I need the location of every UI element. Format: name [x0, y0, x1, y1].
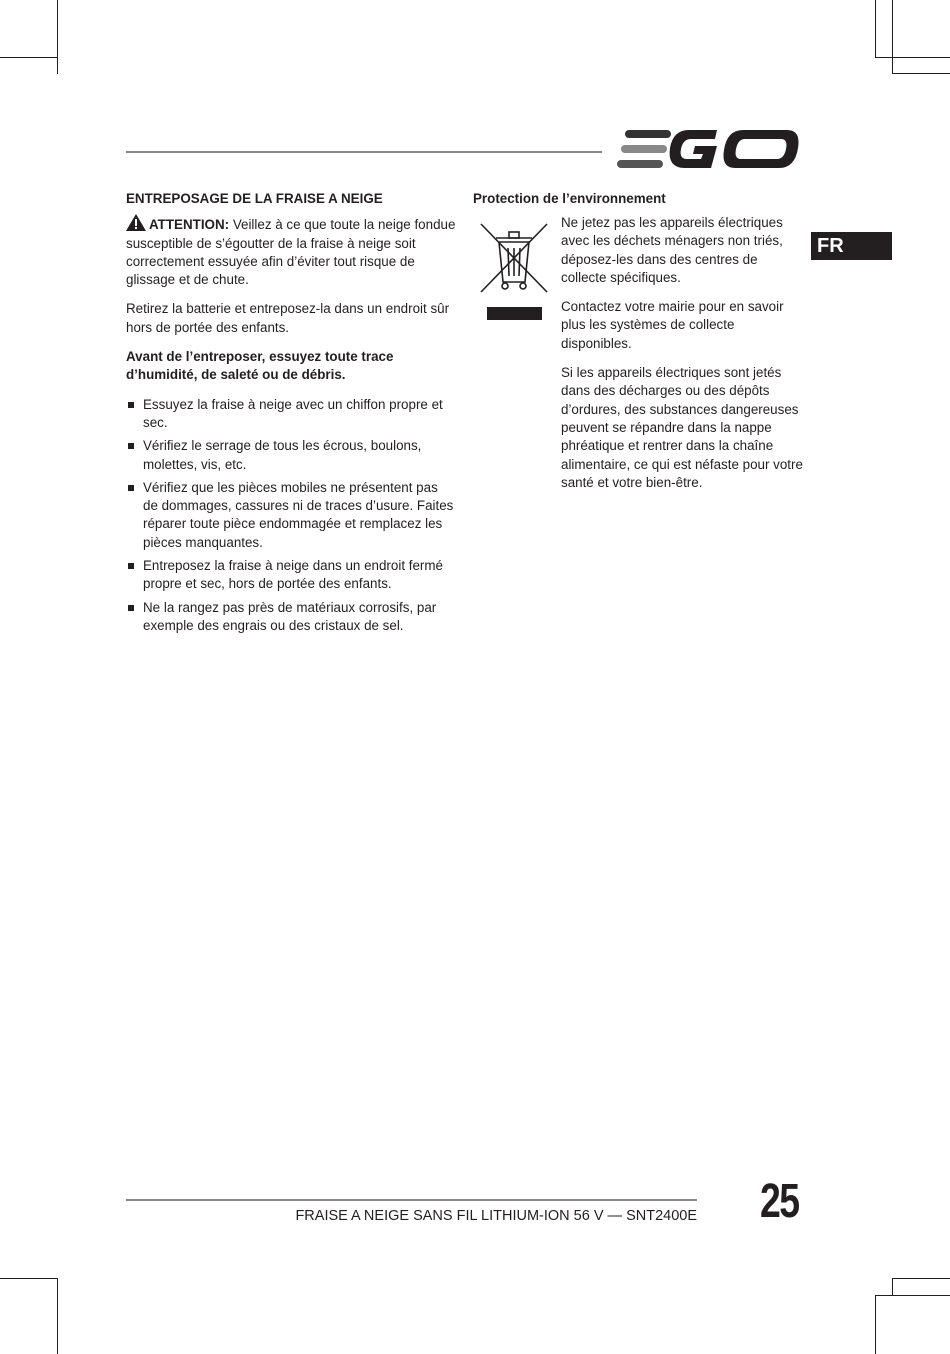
bullet-icon	[128, 402, 134, 408]
list-item: Vérifiez que les pièces mobiles ne présentent pas de dommages, cassures ni de traces d’usure. Faites réparer toute pièce endommagée et remplacez les pièces manquantes.	[126, 479, 456, 552]
bullet-icon	[128, 563, 134, 569]
page-number: 25	[760, 1175, 799, 1228]
crop-mark	[892, 1278, 893, 1296]
storage-section	[126, 190, 456, 640]
crop-mark	[0, 1278, 58, 1279]
crop-mark	[57, 1278, 58, 1354]
list-item: Essuyez la fraise à neige avec un chiffon propre et sec.	[126, 396, 456, 433]
crop-mark	[875, 57, 950, 58]
storage-title: ENTREPOSAGE DE LA FRAISE A NEIGE	[126, 191, 383, 206]
attention-paragraph	[126, 214, 456, 289]
bullet-icon	[128, 605, 134, 611]
crop-mark	[0, 57, 58, 58]
crop-mark	[875, 0, 876, 58]
environment-section	[561, 214, 806, 503]
language-tab: FR	[811, 232, 892, 260]
environment-paragraph: Contactez votre mairie pour en savoir plus les systèmes de collecte disponibles.	[561, 299, 784, 351]
footer-rule	[126, 1199, 697, 1201]
bullet-icon	[128, 485, 134, 491]
before-storage-paragraph: Avant de l’entreposer, essuyez toute trace d’humidité, de saleté ou de débris.	[126, 349, 394, 383]
storage-checklist	[126, 396, 456, 636]
crop-mark	[892, 73, 950, 74]
header-rule	[126, 151, 602, 153]
crossed-out-bin-icon	[479, 220, 551, 322]
crop-mark	[875, 1295, 950, 1296]
footer-title: FRAISE A NEIGE SANS FIL LITHIUM-ION 56 V — SNT2400E	[295, 1208, 697, 1224]
environment-paragraph: Si les appareils électriques sont jetés dans des décharges ou des dépôts d’ordures, des substances dangereuses peuvent se répandre dans la nappe phréatique et rentrer dans la chaîne alimentaire, ce qui est néfaste pour votre santé et votre bien-être.	[561, 365, 803, 490]
warning-triangle-icon	[126, 214, 146, 231]
environment-title: Protection de l’environnement	[473, 191, 666, 206]
list-item: Vérifiez le serrage de tous les écrous, boulons, molettes, vis, etc.	[126, 437, 456, 474]
attention-text: Veillez à ce que toute la neige fondue susceptible de s’égoutter de la fraise à neige soit correctement essuyée afin d’éviter tout risque de glissage et de chute.	[126, 217, 456, 288]
list-item: Ne la rangez pas près de matériaux corrosifs, par exemple des engrais ou des cristaux de sel.	[126, 599, 456, 636]
environment-paragraph: Ne jetez pas les appareils électriques avec les déchets ménagers non triés, déposez-les dans des centres de collecte spécifiques.	[561, 215, 783, 285]
environment-heading-wrap	[473, 190, 803, 214]
ego-logo	[617, 128, 801, 172]
crop-mark	[875, 1295, 876, 1354]
list-item: Entreposez la fraise à neige dans un endroit fermé propre et sec, hors de portée des enfants.	[126, 557, 456, 594]
crop-mark	[892, 1278, 950, 1279]
crop-mark	[892, 0, 893, 74]
bullet-icon	[128, 443, 134, 449]
battery-paragraph: Retirez la batterie et entreposez-la dans un endroit sûr hors de portée des enfants.	[126, 301, 450, 335]
crop-mark	[57, 0, 58, 74]
attention-label: ATTENTION:	[149, 217, 230, 233]
